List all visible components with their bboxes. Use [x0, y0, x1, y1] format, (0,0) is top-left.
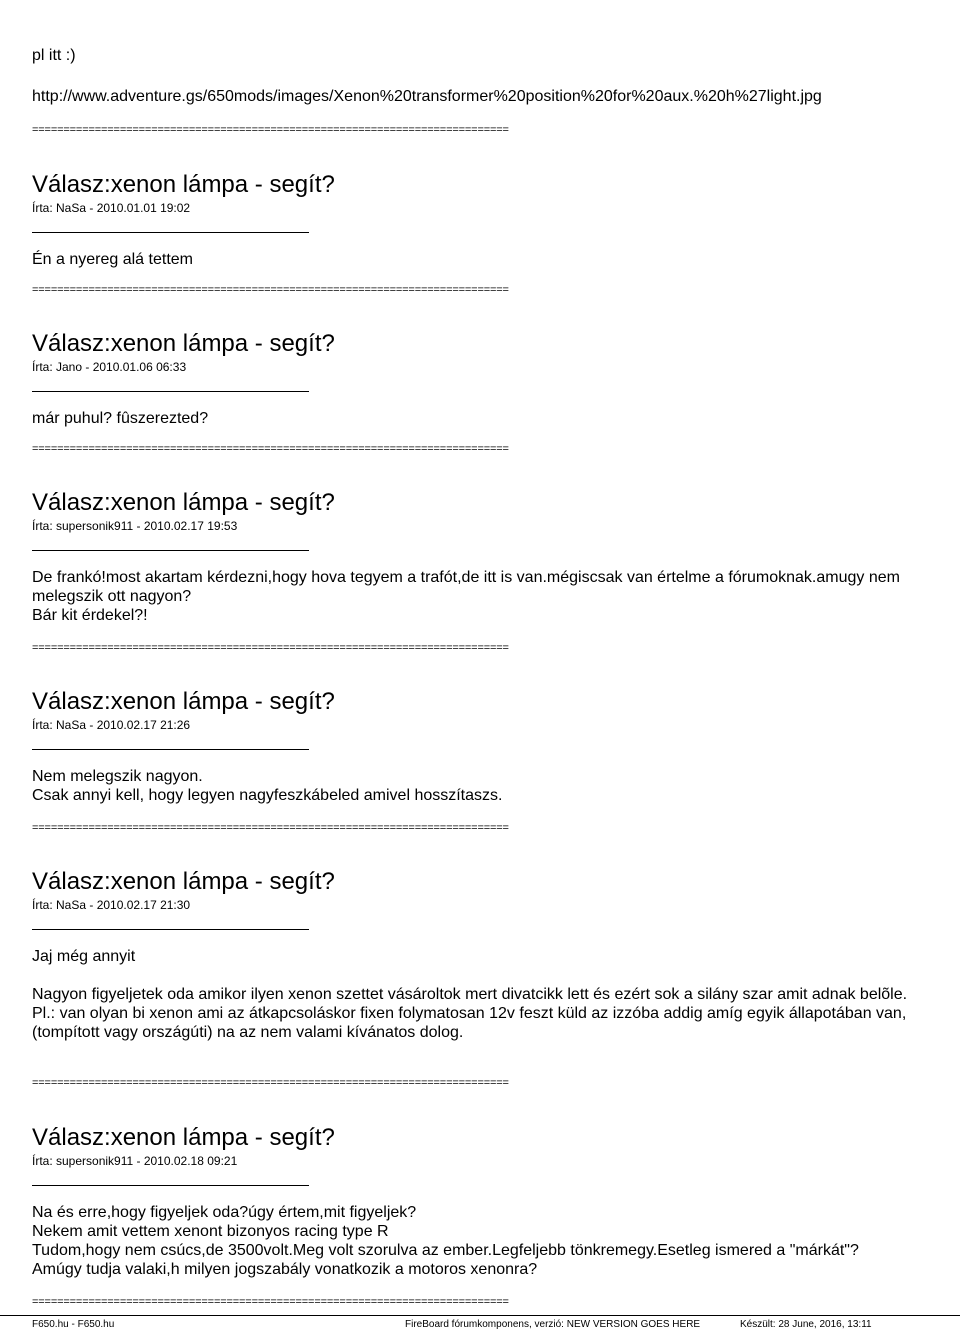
separator: ============================================================================ — [32, 822, 509, 834]
post-meta: Írta: supersonik911 - 2010.02.17 19:53 — [32, 519, 238, 533]
post-paragraph: Jaj még annyit — [32, 948, 136, 965]
post — [32, 172, 947, 269]
separator: ============================================================================ — [32, 124, 509, 136]
post-body — [32, 947, 947, 1042]
post-divider — [32, 391, 309, 392]
post-title: Válasz:xenon lámpa - segít? — [32, 330, 335, 357]
footer-divider — [0, 1315, 960, 1316]
post-divider — [32, 550, 309, 551]
footer-site: F650.hu - F650.hu — [32, 1319, 115, 1330]
post-body — [32, 1203, 947, 1279]
footer-component: FireBoard fórumkomponens, verzió: NEW VERSION GOES HERE — [405, 1319, 701, 1330]
post — [32, 869, 947, 1042]
post — [32, 689, 947, 805]
post-meta: Írta: NaSa - 2010.02.17 21:30 — [32, 898, 191, 912]
post — [32, 1125, 947, 1279]
post-paragraph: Nekem amit vettem xenont bizonyos racing type R — [32, 1223, 389, 1240]
post-body — [32, 767, 947, 805]
post-paragraph: Nagyon figyeljetek oda amikor ilyen xenon szettet vásároltok mert divatcikk lett és ezért sok a silány szar amit adnak belõle. — [32, 986, 908, 1003]
post-meta: Írta: NaSa - 2010.01.01 19:02 — [32, 201, 191, 215]
post-paragraph: Csak annyi kell, hogy legyen nagyfeszkábeled amivel hosszítaszs. — [32, 787, 503, 804]
post-paragraph: Én a nyereg alá tettem — [32, 251, 193, 268]
intro-text: pl itt :) — [32, 47, 76, 64]
separator: ============================================================================ — [32, 443, 509, 455]
post-paragraph: Amúgy tudja valaki,h milyen jogszabály vonatkozik a motoros xenonra? — [32, 1261, 538, 1278]
separator: ============================================================================ — [32, 1296, 509, 1308]
post-meta: Írta: NaSa - 2010.02.17 21:26 — [32, 718, 191, 732]
post-divider — [32, 929, 309, 930]
post-title: Válasz:xenon lámpa - segít? — [32, 489, 335, 516]
separator: ============================================================================ — [32, 1077, 509, 1089]
post-paragraph: Nem melegszik nagyon. — [32, 768, 203, 785]
post-paragraph: Bár kit érdekel?! — [32, 607, 148, 624]
post-divider — [32, 749, 309, 750]
post-divider — [32, 232, 309, 233]
separator: ============================================================================ — [32, 642, 509, 654]
post-paragraph: már puhul? fûszerezted? — [32, 410, 209, 427]
post-body — [32, 409, 947, 428]
post-body — [32, 250, 947, 269]
post-title: Válasz:xenon lámpa - segít? — [32, 1124, 335, 1151]
post-paragraph: Na és erre,hogy figyeljek oda?úgy értem,mit figyeljek? — [32, 1204, 417, 1221]
post-title: Válasz:xenon lámpa - segít? — [32, 868, 335, 895]
post-paragraph: De frankó!most akartam kérdezni,hogy hova tegyem a trafót,de itt is van.mégiscsak van értelme a fórumoknak.amugy nem melegszik ott nagyon? — [32, 569, 900, 605]
post-meta: Írta: Jano - 2010.01.06 06:33 — [32, 360, 187, 374]
post-divider — [32, 1185, 309, 1186]
post-paragraph: Tudom,hogy nem csúcs,de 3500volt.Meg volt szorulva az ember.Legfeljebb tönkremegy.Esetleg ismered a "márkát"? — [32, 1242, 859, 1259]
post-meta: Írta: supersonik911 - 2010.02.18 09:21 — [32, 1154, 238, 1168]
footer-generated: Készült: 28 June, 2016, 13:11 — [740, 1319, 872, 1330]
intro-link[interactable]: http://www.adventure.gs/650mods/images/Xenon%20transformer%20position%20for%20aux.%20h%27light.jpg — [32, 88, 822, 105]
post-title: Válasz:xenon lámpa - segít? — [32, 171, 335, 198]
separator: ============================================================================ — [32, 284, 509, 296]
post-body — [32, 568, 947, 625]
post — [32, 331, 947, 428]
post-title: Válasz:xenon lámpa - segít? — [32, 688, 335, 715]
post-paragraph: Pl.: van olyan bi xenon ami az átkapcsoláskor fixen folymatosan 12v feszt küld az izzóba addig amíg egyik állapotában van,(tompított vagy országúti) na az nem valami kívánatos dolog. — [32, 1005, 907, 1041]
post — [32, 490, 947, 625]
